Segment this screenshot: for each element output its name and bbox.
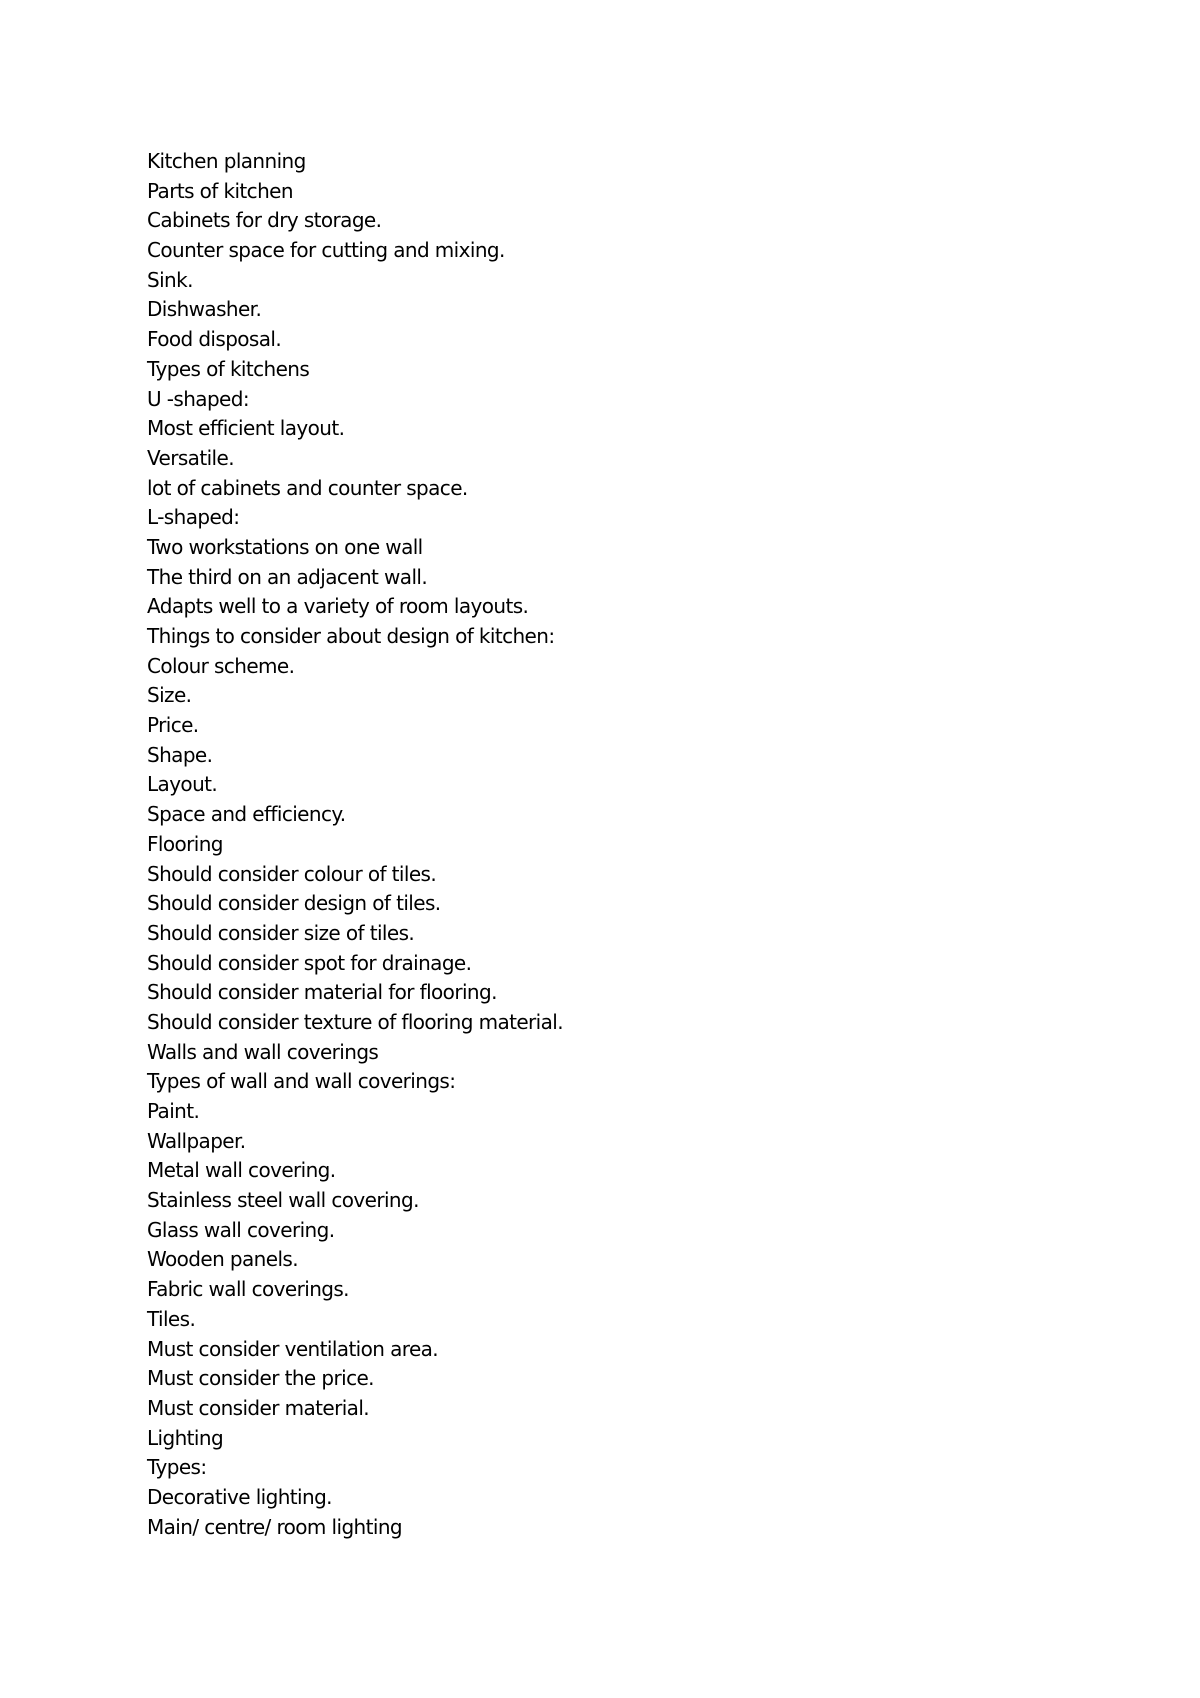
text-line: Wooden panels. (147, 1247, 298, 1272)
text-line: Types of kitchens (147, 356, 310, 381)
text-line: Adapts well to a variety of room layouts. (147, 594, 529, 619)
text-line: Should consider texture of flooring material. (147, 1009, 563, 1034)
text-line: Stainless steel wall covering. (147, 1188, 419, 1213)
text-line: Colour scheme. (147, 653, 295, 678)
text-line: U -shaped: (147, 386, 249, 411)
text-line: Food disposal. (147, 327, 282, 352)
text-line: Decorative lighting. (147, 1484, 332, 1509)
text-line: Size. (147, 683, 192, 708)
text-line: Most efficient layout. (147, 416, 345, 441)
text-line: Main/ centre/ room lighting (147, 1514, 402, 1539)
text-line: Kitchen planning (147, 149, 306, 173)
text-line: Should consider spot for drainage. (147, 950, 472, 975)
text-line: Parts of kitchen (147, 178, 293, 203)
text-line: Shape. (147, 742, 213, 767)
text-line: Sink. (147, 267, 193, 292)
text-line: Paint. (147, 1099, 200, 1123)
text-line: Tiles. (147, 1306, 196, 1331)
text-line: The third on an adjacent wall. (147, 564, 428, 589)
text-line: lot of cabinets and counter space. (147, 475, 468, 500)
text-line: Wallpaper. (147, 1128, 246, 1153)
text-line: Things to consider about design of kitchen: (147, 624, 555, 648)
text-line: Glass wall covering. (147, 1217, 335, 1242)
text-line: Types: (147, 1455, 207, 1480)
text-line: Flooring (147, 831, 223, 856)
text-line: Must consider ventilation area. (147, 1336, 439, 1361)
text-line: Two workstations on one wall (147, 534, 423, 559)
text-line: Lighting (147, 1425, 224, 1450)
text-line: Cabinets for dry storage. (147, 208, 382, 233)
text-line: Walls and wall coverings (147, 1039, 379, 1064)
text-line: Dishwasher. (147, 297, 262, 322)
text-line: Should consider size of tiles. (147, 920, 415, 945)
text-line: Counter space for cutting and mixing. (147, 238, 505, 263)
text-line: Must consider material. (147, 1395, 370, 1420)
text-line: Layout. (147, 772, 218, 797)
text-line: Must consider the price. (147, 1366, 374, 1391)
text-line: Should consider material for flooring. (147, 980, 497, 1005)
text-line: L-shaped: (147, 505, 240, 530)
text-line: Metal wall covering. (147, 1158, 336, 1183)
text-line: Versatile. (147, 445, 234, 470)
text-line: Space and efficiency. (147, 802, 346, 827)
text-line: Fabric wall coverings. (147, 1277, 349, 1302)
text-line: Should consider colour of tiles. (147, 861, 437, 886)
text-line: Price. (147, 713, 199, 738)
text-line: Types of wall and wall coverings: (147, 1069, 456, 1094)
document-body (147, 147, 1047, 1542)
text-line: Should consider design of tiles. (147, 891, 441, 916)
